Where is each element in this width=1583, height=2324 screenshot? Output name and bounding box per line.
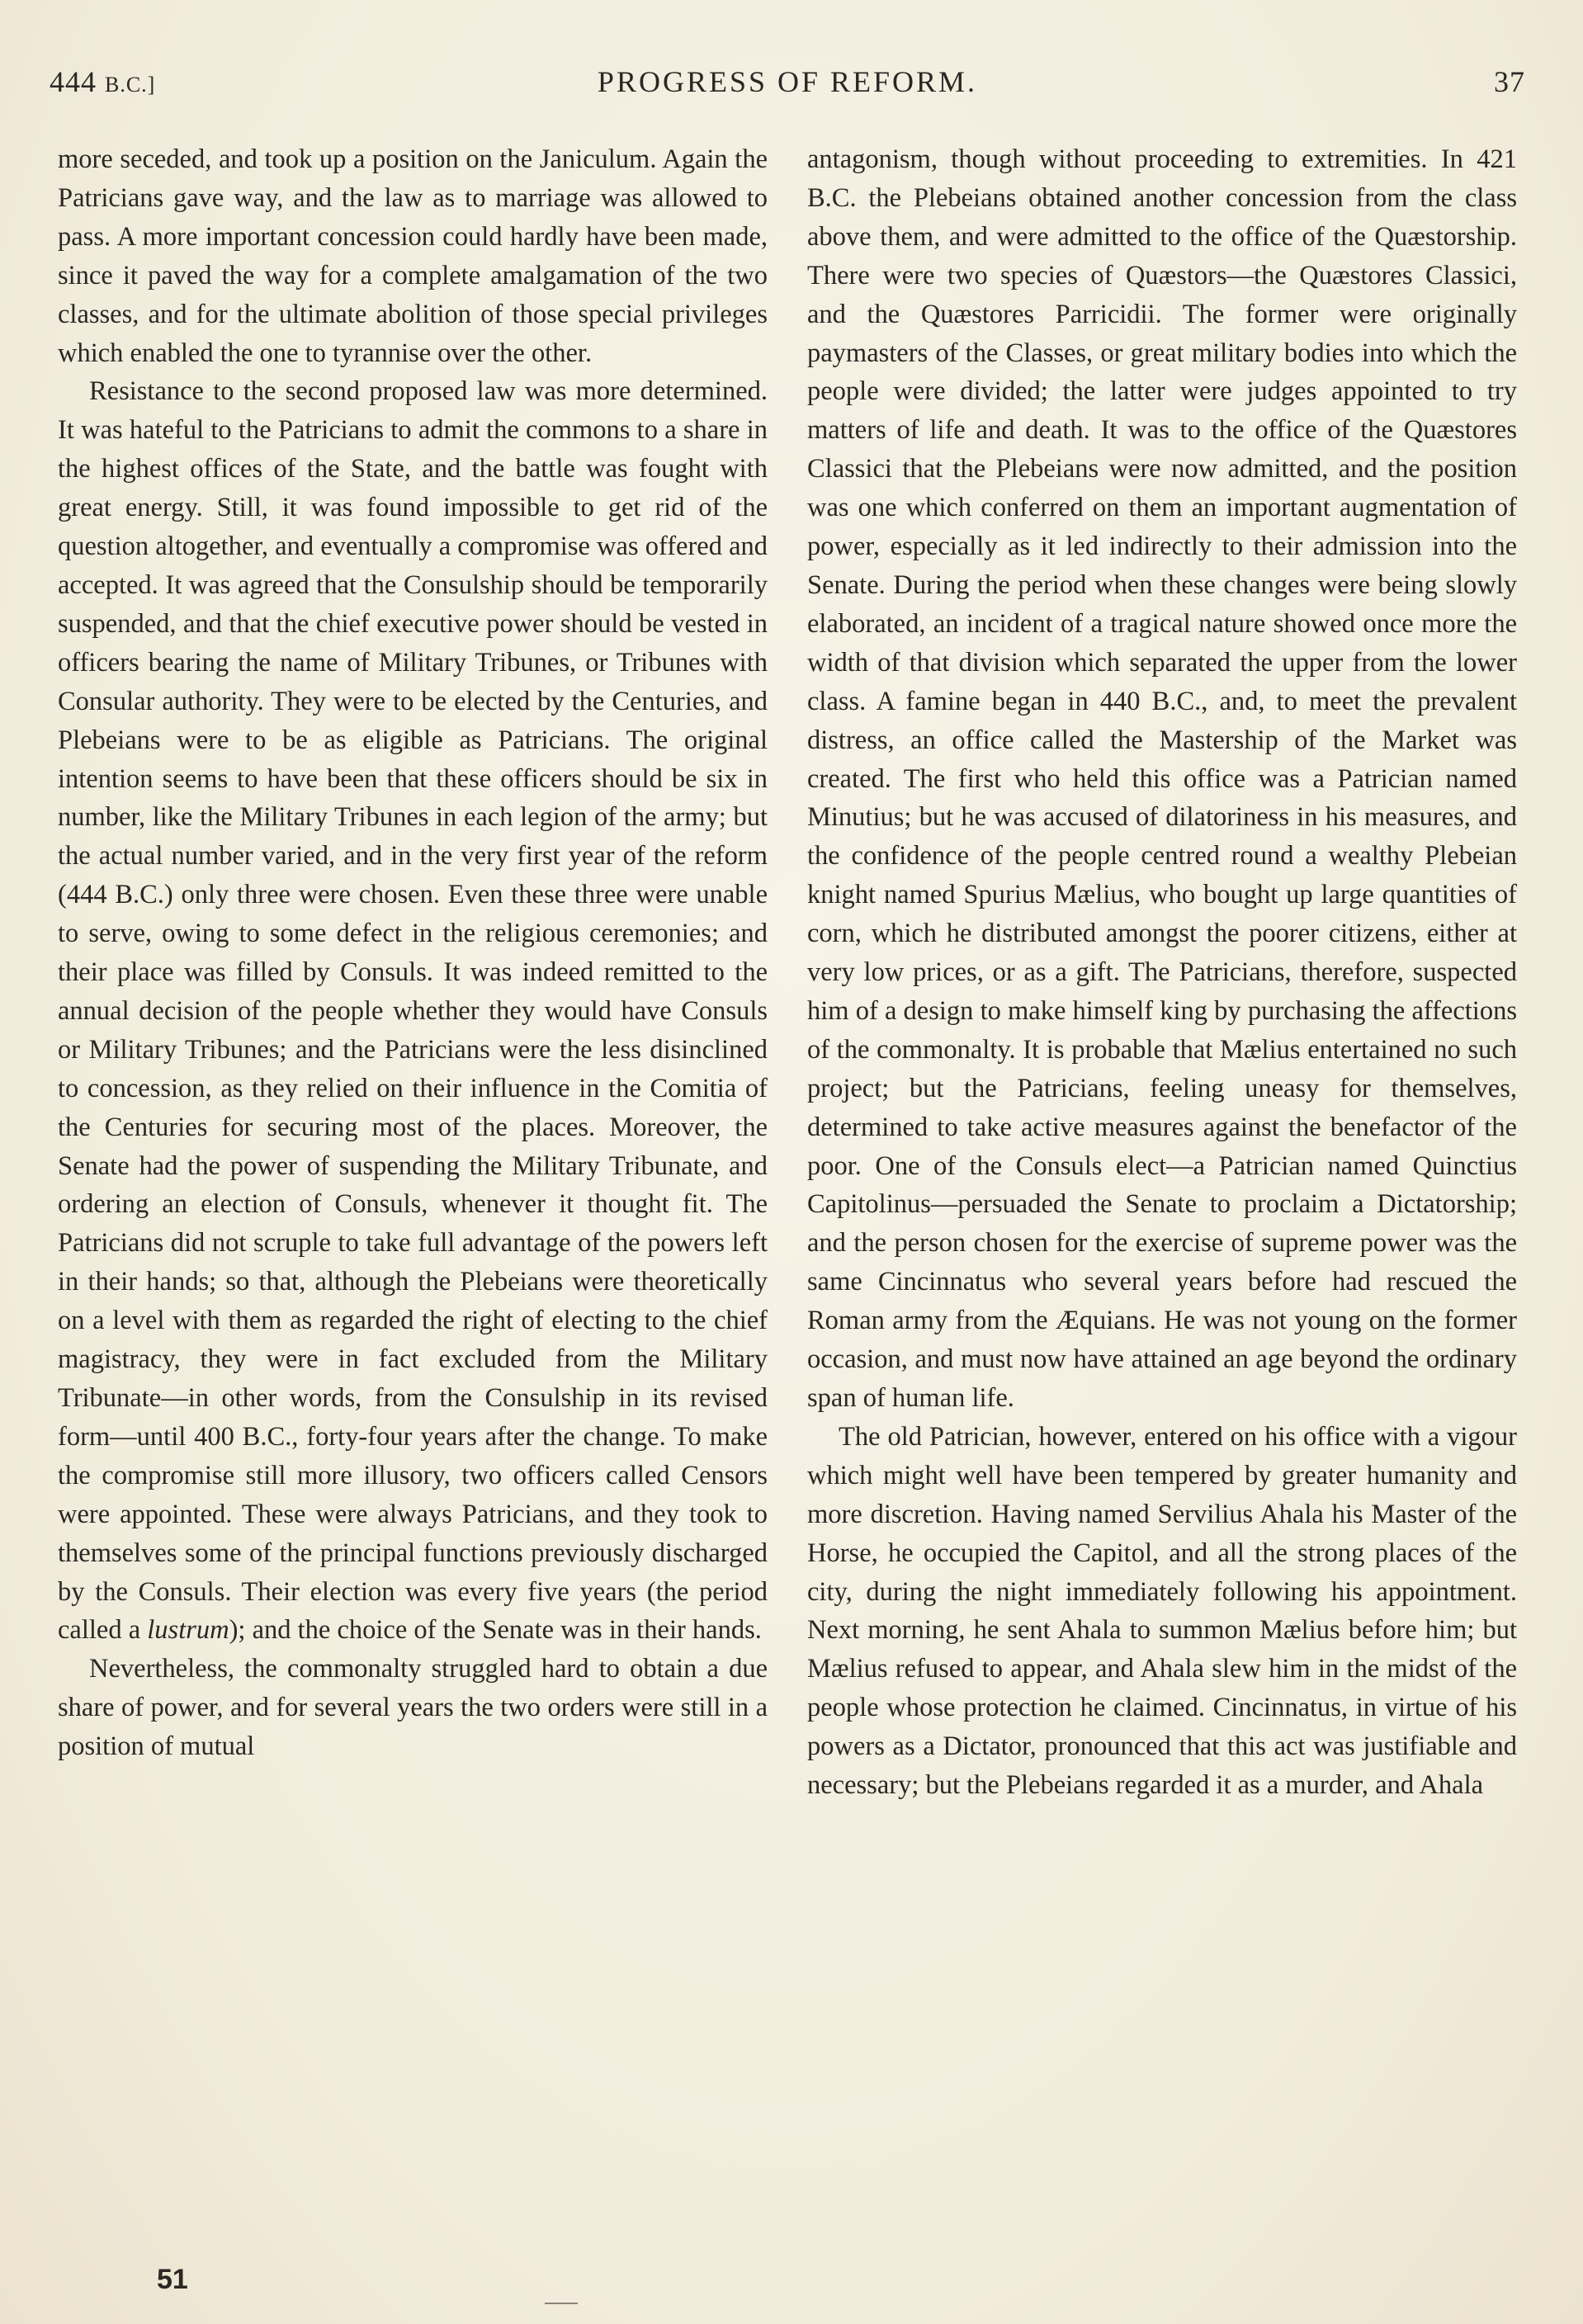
paragraph-tail: ); and the choice of the Senate was in their hands. xyxy=(229,1615,762,1646)
paragraph: more seceded, and took up a position on the Janiculum. Again the Patricians gave way, and the law as to marriage was allowed to pass. A more important concession could hardly have been made, since it paved the way for a complete amalgamation of the two classes, and for the ultimate abolition of those special privileges which enabled the one to tyrannise over the other. xyxy=(58,144,768,368)
running-head-title: PROGRESS OF REFORM. xyxy=(597,65,978,98)
paragraph: Nevertheless, the commonalty struggled hard to obtain a due share of power, and for several years the two orders were still in a position of mutual xyxy=(58,1654,768,1762)
date-number: 444 xyxy=(50,65,97,98)
date-era: B.C.] xyxy=(105,73,156,97)
paragraph: antagonism, though without proceeding to extremities. In 421 B.C. the Plebeians obtained another concession from the class above them, and were admitted to the office of the Quæstorship. There were two species of Quæstors—the Quæstores Classici, and the Quæstores Parricidii. The former were originally paymasters of the Classes, or great military bodies into which the people were divided; the latter were judges appointed to try matters of life and death. It was to the office of the Quæstores Classici that the Plebeians were now admitted, and the position was one which conferred on them an important augmentation of power, especially as it led indirectly to their admission into the Senate. During the period when these changes were being slowly elaborated, an incident of a tragical nature showed once more the width of that division which separated the upper from the lower class. A famine began in 440 B.C., and, to meet the prevalent distress, an office called the Mastership of the Market was created. The first who held this office was a Patrician named Minutius; but he was accused of dilatoriness in his measures, and the confidence of the people centred round a wealthy Plebeian knight named Spurius Mælius, who bought up large quantities of corn, which he distributed amongst the poorer citizens, either at very low prices, or as a gift. The Patricians, therefore, suspected him of a design to make himself king by purchasing the affections of the commonalty. It is probable that Mælius entertained no such project; but the Patricians, feeling uneasy for themselves, determined to take active measures against the benefactor of the poor. One of the Consuls elect—a Patrician named Quinctius Capitolinus—persuaded the Senate to proclaim a Dictatorship; and the person chosen for the exercise of supreme power was the same Cincinnatus who several years before had rescued the Roman army from the Æquians. He was not young on the former occasion, and must now have attained an age beyond the ordinary span of human life. xyxy=(807,144,1517,1413)
right-column xyxy=(807,140,1517,1805)
running-head xyxy=(50,64,1525,106)
decorative-mark xyxy=(545,2303,578,2304)
paragraph xyxy=(58,372,768,1650)
paragraph: The old Patrician, however, entered on his office with a vigour which might well have been tempered by greater humanity and more discretion. Having named Servilius Ahala his Master of the Horse, he occupied the Capitol, and all the strong places of the city, during the night immediately following his appointment. Next morning, he sent Ahala to summon Mælius before him; but Mælius refused to appear, and Ahala slew him in the midst of the people whose protection he claimed. Cincinnatus, in virtue of his powers as a Dictator, pronounced that this act was justifiable and necessary; but the Plebeians regarded it as a murder, and Ahala xyxy=(807,1421,1517,1801)
page-number: 37 xyxy=(1494,65,1525,98)
italic-term: lustrum xyxy=(147,1615,229,1646)
paragraph-text: Resistance to the second proposed law was more determined. It was hateful to the Patricians to admit the commons to a share in the highest offices of the State, and the battle was fought with great energy. Still, it was found impossible to get rid of the question altogether, and eventually a compromise was offered and accepted. It was agreed that the Consulship should be temporarily suspended, and that the chief executive power should be vested in officers bearing the name of Military Tribunes, or Tribunes with Consular authority. They were to be elected by the Centuries, and Plebeians were to be as eligible as Patricians. The original intention seems to have been that these officers should be six in number, like the Military Tribunes in each legion of the army; but the actual number varied, and in the very first year of the reform (444 B.C.) only three were chosen. Even these three were unable to serve, owing to some defect in the religious ceremonies; and their place was filled by Consuls. It was indeed remitted to the annual decision of the people whether they would have Consuls or Military Tribunes; and the Patricians were the less disinclined to concession, as they relied on their influence in the Comitia of the Centuries for securing most of the places. Moreover, the Senate had the power of suspending the Military Tribunate, and ordering an election of Consuls, whenever it thought fit. The Patricians did not scruple to take full advantage of the powers left in their hands; so that, although the Plebeians were theoretically on a level with them as regarded the right of electing to the chief magistracy, they were in fact excluded from the Military Tribunate—in other words, from the Consulship in its revised form—until 400 B.C., forty-four years after the change. To make the compromise still more illusory, two officers called Censors were appointed. These were always Patricians, and they took to themselves some of the principal functions previously discharged by the Consuls. Their election was every five years (the period called a xyxy=(58,376,768,1646)
printer-signature-mark: 51 xyxy=(157,2264,188,2295)
left-column xyxy=(58,140,768,1766)
